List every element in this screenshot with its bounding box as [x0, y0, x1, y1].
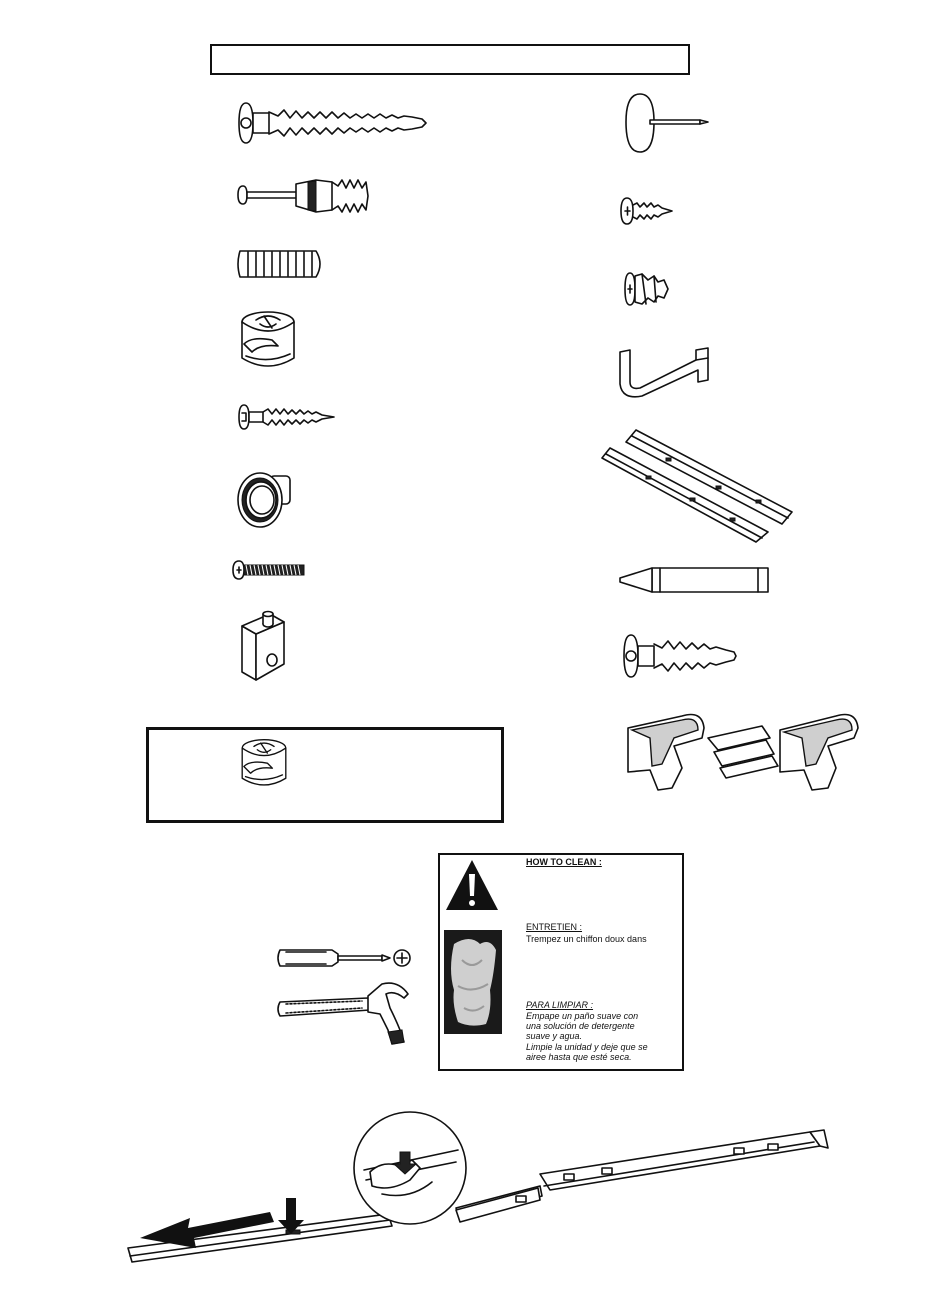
machine-screw-icon: [232, 558, 308, 582]
phillips-screwdriver-icon: [276, 944, 412, 972]
hammer-icon: [276, 980, 412, 1046]
cam-lock-icon: [238, 310, 298, 372]
entretien-text: Trempez un chiffon doux dans: [526, 934, 647, 944]
drawer-slides-icon: [606, 428, 792, 542]
title-box: [210, 44, 690, 75]
how-to-clean-heading: HOW TO CLEAN :: [526, 857, 602, 867]
wood-dowel-icon: [234, 248, 326, 280]
spare-parts-box: [146, 727, 504, 823]
para-limpiar-line-4: Limpie la unidad y deje que se: [526, 1042, 648, 1052]
cleaning-cloth-icon: [444, 930, 502, 1034]
cam-bolt-screw-icon: [236, 100, 428, 146]
short-screw-icon: [620, 195, 676, 227]
para-limpiar-line-2: una solución de detergente: [526, 1021, 635, 1031]
wall-anchor-icon: [624, 270, 670, 308]
shelf-pin-icon: [238, 612, 294, 682]
knob-icon: [234, 468, 300, 530]
para-limpiar-line-3: suave y agua.: [526, 1031, 583, 1041]
para-limpiar-line-1: Empape un paño suave con: [526, 1011, 639, 1021]
felt-pad-nail-icon: [620, 90, 710, 156]
entretien-heading: ENTRETIEN :: [526, 922, 583, 932]
drawer-slide-release-diagram-icon: [120, 1110, 832, 1300]
connector-bolt-icon: [236, 176, 372, 216]
spare-cam-lock-icon: [236, 738, 292, 790]
para-limpiar-line-5: airee hasta que esté seca.: [526, 1052, 632, 1062]
crayon-icon: [616, 565, 772, 595]
para-limpiar-heading: PARA LIMPIAR :: [526, 1000, 594, 1010]
short-cam-bolt-icon: [622, 632, 742, 680]
corner-protectors-icon: [622, 708, 862, 794]
allen-key-icon: [616, 342, 716, 400]
warning-triangle-icon: [444, 858, 500, 912]
wood-screw-icon: [238, 402, 338, 432]
